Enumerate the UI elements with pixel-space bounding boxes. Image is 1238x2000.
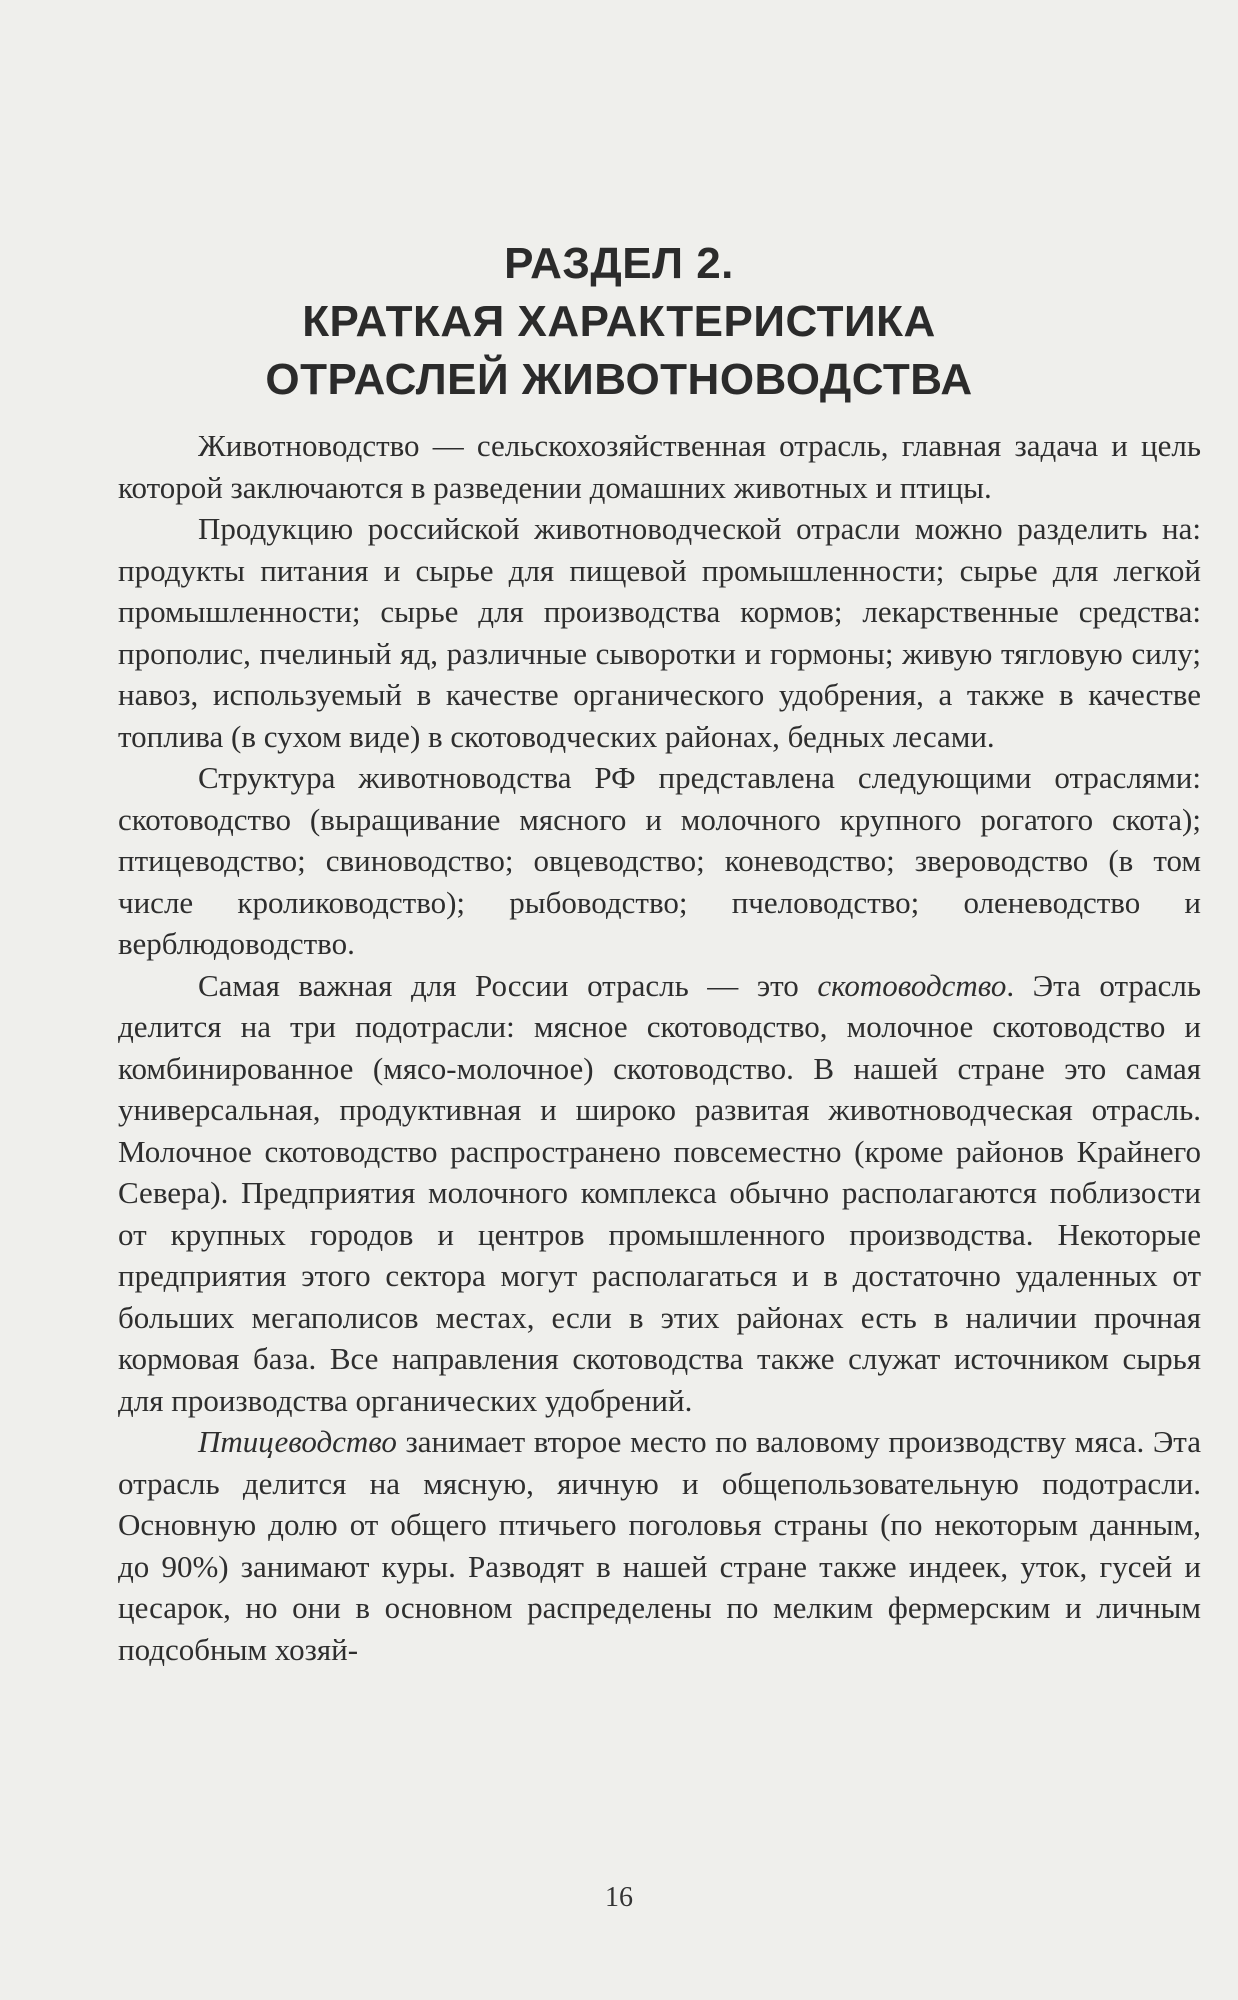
paragraph-cattle-breeding: [118, 965, 1201, 1422]
term-cattle-breeding: скотоводство: [817, 967, 1007, 1003]
section-heading: [0, 235, 1238, 409]
section-number: РАЗДЕЛ 2.: [504, 239, 734, 288]
paragraph-structure: Структура животноводства РФ представлена следующими отраслями: скотоводство (выращивание мясного и молочного крупного рогатого скота); птицеводство; свиноводство; овцеводство; коневодство; звероводство (в том числе кролиководство); рыбоводство; пчеловодство; оленеводство и верблюдоводство.: [118, 760, 1201, 961]
section-title-line-2: ОТРАСЛЕЙ ЖИВОТНОВОДСТВА: [265, 355, 973, 404]
term-poultry-farming: Птицеводство: [198, 1424, 397, 1459]
paragraph-livestock-definition: Животноводство — сельскохозяйственная отрасль, главная задача и цель которой заключаются в разведении домашних животных и птицы.: [118, 428, 1201, 505]
paragraph-cattle-start: Самая важная для России отрасль — это: [198, 967, 818, 1003]
section-title-line-1: КРАТКАЯ ХАРАКТЕРИСТИКА: [302, 297, 936, 346]
paragraph-cattle-rest: . Эта отрасль делится на три подотрасли: мясное скотоводство, молочное скотоводство и комбинированное (мясо-молочное) скотоводство. В нашей стране это самая универсальная, продуктивная и широко развитая животноводческая отрасль. Молочное скотоводство распространено повсеместно (кроме районов Крайнего Севера). Предприятия молочного комплекса обычно располагаются поблизости от крупных городов и центров промышленного производства. Некоторые предприятия этого сектора могут располагаться и в достаточно удаленных от больших мегаполисов местах, если в этих районах есть в наличии прочная кормовая база. Все направления скотоводства также служат источником сырья для производства органических удобрений.: [118, 967, 1201, 1418]
paragraph-poultry-farming: [118, 1421, 1201, 1670]
paragraph-products: Продукцию российской животноводческой отрасли можно разделить на: продукты питания и сырье для пищевой промышленности; сырье для легкой промышленности; сырье для производства кормов; лекарственные средства: прополис, пчелиный яд, различные сыворотки и гормоны; живую тягловую силу; навоз, используемый в качестве органического удобрения, а также в качестве топлива (в сухом виде) в скотоводческих районах, бедных лесами.: [118, 511, 1201, 754]
paragraph-poultry-rest: занимает второе место по валовому производству мяса. Эта отрасль делится на мясную, яичную и общепользовательную подотрасли. Основную долю от общего птичьего поголовья страны (по некоторым данным, до 90%) занимают куры. Разводят в нашей стране также индеек, уток, гусей и цесарок, но они в основном распределены по мелким фермерским и личным подсобным хозяй-: [118, 1424, 1201, 1667]
body-text: [118, 425, 1201, 1670]
page-number: 16: [605, 1882, 633, 1913]
